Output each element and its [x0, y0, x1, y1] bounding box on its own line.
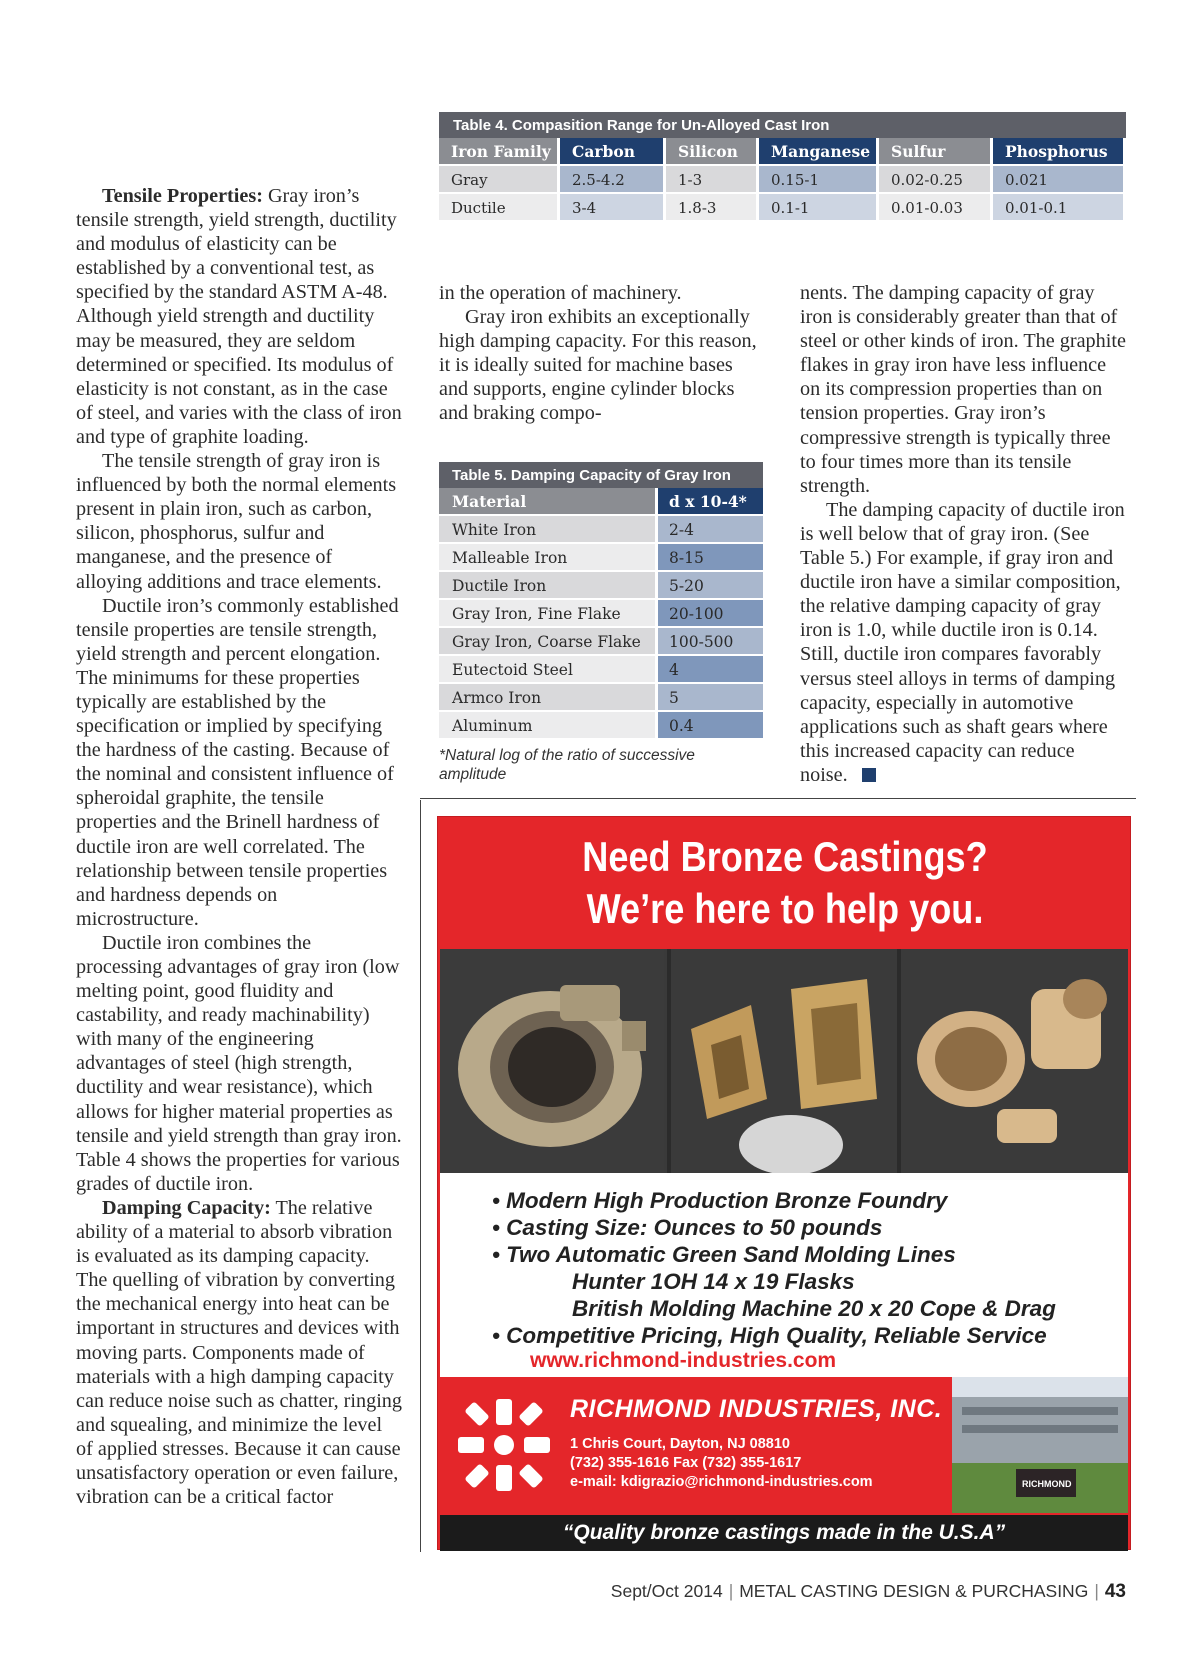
company-email[interactable]: e-mail: kdigrazio@richmond-industries.com — [570, 1474, 873, 1490]
table-5 — [439, 462, 763, 740]
section-heading: Damping Capacity: — [102, 1196, 271, 1219]
table-row — [439, 166, 1126, 194]
paragraph: Ductile iron’s commonly established tensile properties are tensile strength, yield strength and percent elongation. The minimums for these properties typically are established by the specification or implied by specifying the hardness of the casting. Because of the nominal and consistent influence of spheroidal graphite, the tensile properties and the Brinell hardness of ductile iron are well correlated. The relationship between tensile properties and hardness depends on microstructure. — [76, 594, 399, 930]
table-4-header: Sulfur — [879, 138, 993, 166]
bronze-fittings-icon — [901, 949, 1125, 1173]
table-row — [439, 544, 763, 572]
table-cell: Gray — [439, 166, 560, 194]
table-cell: 5-20 — [658, 572, 763, 600]
table-cell: 2.5-4.2 — [560, 166, 666, 194]
company-phone: (732) 355-1616 Fax (732) 355-1617 — [570, 1455, 802, 1471]
paragraph-text: The relative ability of a material to absorb vibration is evaluated as its damping capacity. The quelling of vibration by converting the mechanical energy into heat can be important in structures and devices with moving parts. Components made of materials with a high damping capacity can reduce noise such as chatter, ringing and squealing, and minimize the level of applied stresses. Because it can cause unsatisfactory operation or even failure, vibration can be a critical factor — [76, 1196, 402, 1509]
article-column-3 — [800, 281, 1126, 787]
table-cell: 0.021 — [993, 166, 1126, 194]
company-address: 1 Chris Court, Dayton, NJ 08810 — [570, 1436, 790, 1452]
table-cell: 1-3 — [666, 166, 759, 194]
page-footer: Sept/Oct 2014 | METAL CASTING DESIGN & PURCHASING | 43 — [610, 1581, 1126, 1602]
ad-tagline: “Quality bronze castings made in the U.S.A” — [440, 1513, 1128, 1551]
bronze-valve-icon — [440, 949, 664, 1173]
table-cell: 4 — [658, 656, 763, 684]
table-cell: Malleable Iron — [439, 544, 658, 572]
table-4-header: Iron Family — [439, 138, 560, 166]
table-4-header: Manganese — [759, 138, 879, 166]
table-row — [439, 628, 763, 656]
table-row — [439, 684, 763, 712]
ad-headline — [487, 831, 1084, 935]
table-5-header: Material — [439, 488, 658, 516]
table-cell: 2-4 — [658, 516, 763, 544]
article-column-2 — [439, 281, 761, 426]
table-row — [439, 516, 763, 544]
table-cell: 0.02-0.25 — [879, 166, 993, 194]
paragraph — [76, 1196, 402, 1509]
paragraph: Ductile iron combines the processing advantages of gray iron (low melting point, good fluidity and castability, and ready machinability) with many of the engineering advantages of steel (high strength, ductility and wear resistance), which allows for higher material properties as tensile and yield strength than gray iron. Table 4 shows the properties for various grades of ductile iron. — [76, 931, 402, 1195]
paragraph: The tensile strength of gray iron is influenced by both the normal elements present in plain iron, such as carbon, silicon, phosphorus, sulfur and manganese, and the presence of alloying additions and trace elements. — [76, 450, 397, 593]
table-row — [439, 194, 1126, 222]
table-cell: 0.15-1 — [759, 166, 879, 194]
building-photo — [952, 1377, 1128, 1513]
table-cell: Armco Iron — [439, 684, 658, 712]
divider — [420, 800, 421, 1552]
table-5-header-row — [439, 488, 763, 516]
table-5-footnote: *Natural log of the ratio of successive amplitude — [439, 747, 695, 783]
page-number: 43 — [1104, 1581, 1126, 1602]
table-cell: Gray Iron, Fine Flake — [439, 600, 658, 628]
table-4 — [439, 112, 1126, 222]
article-column-1 — [76, 184, 402, 1509]
paragraph-text: Gray iron’s tensile strength, yield strength, ductility and modulus of elasticity can be established by a conventional test, as specified by the standard ASTM A-48. Although yield strength and ductility may be measured, they are seldom determined or specified. Its modulus of elasticity is not constant, as in the case of steel, and varies with the class of iron and type of graphite loading. — [76, 185, 402, 448]
table-row — [439, 712, 763, 740]
advertisement[interactable] — [437, 816, 1131, 1550]
bronze-bracket-icon — [671, 949, 895, 1173]
ad-company-block — [440, 1377, 1128, 1513]
company-name: RICHMOND INDUSTRIES, INC. — [570, 1395, 943, 1423]
publication-name: METAL CASTING DESIGN & PURCHASING — [739, 1581, 1089, 1601]
table-cell: 8-15 — [658, 544, 763, 572]
paragraph: nents. The damping capacity of gray iron is considerably greater than that of steel or other kinds of iron. The graphite flakes in gray iron have less influence on its compression properties than on tension properties. Gray iron’s compressive strength is typically three to four times more than its tensile strength. — [800, 282, 1126, 497]
table-cell: Aluminum — [439, 712, 658, 740]
ad-photo-strip — [440, 949, 1128, 1173]
table-cell: 20-100 — [658, 600, 763, 628]
table-cell: Ductile Iron — [439, 572, 658, 600]
table-cell: 0.01-0.1 — [993, 194, 1126, 222]
paragraph-text: The damping capacity of ductile iron is well below that of gray iron. (See Table 5.) For example, if gray iron and ductile iron have a similar composition, the relative damping capacity of gray iron is 1.0, while ductile iron is 0.14. Still, ductile iron compares favorably versus steel alloys in terms of damping capacity, especially in automotive applications such as shaft gears where this increased capacity can reduce noise. — [800, 498, 1125, 786]
list-item: • Casting Size: Ounces to 50 pounds — [492, 1215, 883, 1240]
casting-photo — [671, 949, 898, 1173]
table-row — [439, 572, 763, 600]
table-4-header: Phosphorus — [993, 138, 1126, 166]
paragraph: in the operation of machinery. — [439, 282, 682, 304]
ad-website-link[interactable]: www.richmond-industries.com — [530, 1349, 837, 1372]
list-item: • Modern High Production Bronze Foundry — [492, 1188, 948, 1213]
table-4-header: Carbon — [560, 138, 666, 166]
table-cell: Eutectoid Steel — [439, 656, 658, 684]
casting-photo — [901, 949, 1128, 1173]
end-mark-icon — [862, 768, 876, 782]
building-icon — [952, 1377, 1128, 1513]
list-item — [492, 1241, 1128, 1322]
table-5-header: d x 10-4* — [658, 488, 763, 516]
paragraph — [76, 184, 402, 449]
ad-headline-line: We’re here to help you. — [586, 885, 984, 932]
issue-date: Sept/Oct 2014 — [610, 1581, 723, 1601]
table-cell: 0.01-0.03 — [879, 194, 993, 222]
table-cell: White Iron — [439, 516, 658, 544]
table-cell: 0.1-1 — [759, 194, 879, 222]
table-row — [439, 656, 763, 684]
table-cell: Gray Iron, Coarse Flake — [439, 628, 658, 656]
list-item-text: • Two Automatic Green Sand Molding Lines — [492, 1242, 956, 1267]
table-cell: 0.4 — [658, 712, 763, 740]
ad-feature-list — [440, 1173, 1128, 1381]
table-cell: Ductile — [439, 194, 560, 222]
table-row — [439, 600, 763, 628]
section-heading: Tensile Properties: — [102, 185, 263, 207]
list-subitem: British Molding Machine 20 x 20 Cope & Drag — [572, 1296, 1056, 1321]
table-4-header-row — [439, 138, 1126, 166]
table-5-title: Table 5. Damping Capacity of Gray Iron — [439, 462, 763, 488]
table-4-title: Table 4. Compasition Range for Un-Alloyed Cast Iron — [439, 112, 1126, 138]
building-sign: RICHMOND — [1022, 1479, 1072, 1489]
table-cell: 3-4 — [560, 194, 666, 222]
list-subitem: Hunter 1OH 14 x 19 Flasks — [572, 1269, 855, 1294]
table-4-header: Silicon — [666, 138, 759, 166]
company-contact — [570, 1435, 873, 1492]
divider — [420, 798, 1136, 799]
table-cell: 5 — [658, 684, 763, 712]
table-cell: 100-500 — [658, 628, 763, 656]
paragraph — [800, 498, 1126, 787]
table-cell: 1.8-3 — [666, 194, 759, 222]
list-item: • Competitive Pricing, High Quality, Reliable Service — [492, 1323, 1047, 1348]
casting-photo — [440, 949, 667, 1173]
paragraph: Gray iron exhibits an exceptionally high damping capacity. For this reason, it is ideally suited for machine bases and supports, engine cylinder blocks and braking compo- — [439, 306, 757, 425]
ad-headline-line: Need Bronze Castings? — [582, 833, 988, 880]
richmond-logo-icon — [454, 1395, 554, 1495]
